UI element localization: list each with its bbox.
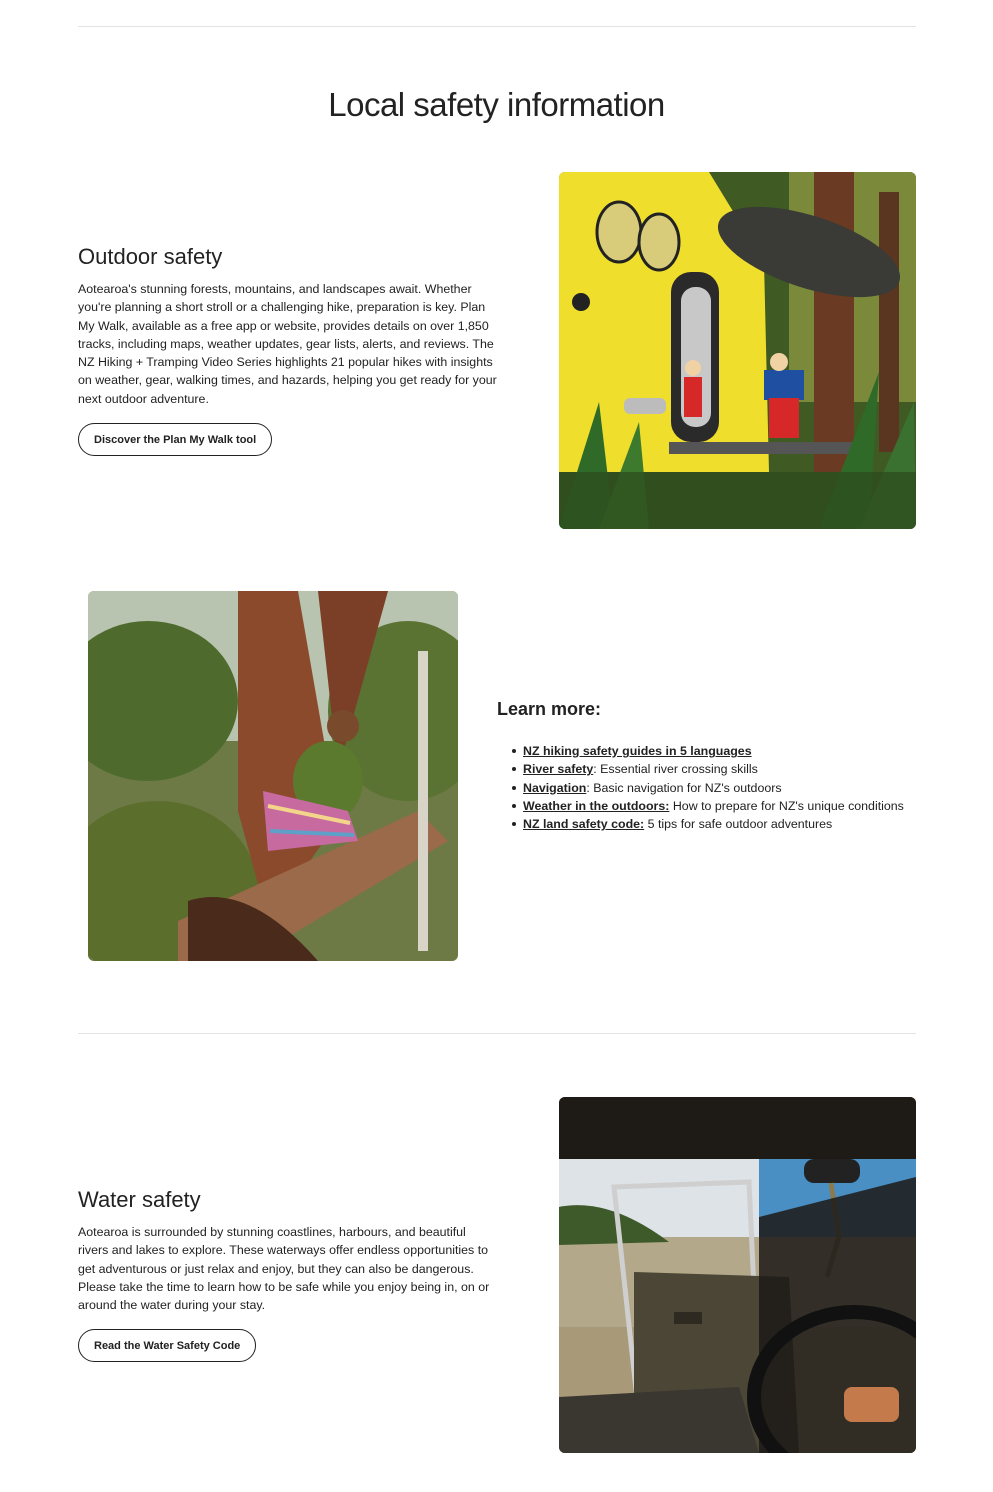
- navigation-link[interactable]: Navigation: [523, 780, 587, 795]
- outdoor-safety-heading: Outdoor safety: [78, 244, 223, 269]
- page-title: Local safety information: [328, 86, 665, 123]
- list-item: [523, 760, 923, 778]
- water-safety-heading: Water safety: [78, 1187, 201, 1212]
- list-item: [523, 742, 923, 760]
- plan-my-walk-button[interactable]: Discover the Plan My Walk tool: [78, 423, 272, 456]
- list-item: [523, 797, 923, 815]
- top-divider: [78, 26, 916, 27]
- list-item-text: How to prepare for NZ's unique conditions: [669, 798, 904, 813]
- hiking-safety-guides-link[interactable]: NZ hiking safety guides in 5 languages: [523, 744, 752, 758]
- land-safety-code-link[interactable]: NZ land safety code:: [523, 817, 645, 832]
- van-beach-photo: [559, 1097, 916, 1453]
- list-item: [523, 779, 923, 797]
- list-item-text: : Basic navigation for NZ's outdoors: [586, 780, 782, 795]
- list-item-text: : Essential river crossing skills: [593, 762, 758, 777]
- river-safety-link[interactable]: River safety: [523, 762, 594, 777]
- water-safety-text: Aotearoa is surrounded by stunning coastlines, harbours, and beautiful rivers and lakes to explore. These waterways offer endless opportunities to get adventurous or just relax and enjoy, but they can also be dangerous. Please take the time to learn how to be safe while you enjoy being in, on or around the water during your stay.: [78, 1225, 490, 1313]
- outdoor-safety-text: Aotearoa's stunning forests, mountains, and landscapes await. Whether you're planning a short stroll or a challenging hike, preparation is key. Plan My Walk, available as a free app or website, provides details on over 1,850 tracks, including maps, weather updates, gear lists, alerts, and reviews. The NZ Hiking + Tramping Video Series highlights 21 popular hikes with insights on weather, gear, walking times, and hazards, helping you get ready for your next outdoor adventure.: [78, 282, 497, 406]
- yellow-hut-photo: [559, 172, 916, 529]
- section-divider: [78, 1033, 916, 1034]
- list-item: [523, 815, 923, 833]
- learn-more-list: [523, 742, 923, 833]
- weather-outdoors-link[interactable]: Weather in the outdoors:: [523, 798, 670, 813]
- woman-in-tree-photo: [88, 591, 458, 961]
- learn-more-heading: Learn more:: [497, 699, 602, 719]
- water-safety-code-button[interactable]: Read the Water Safety Code: [78, 1329, 256, 1362]
- list-item-text: 5 tips for safe outdoor adventures: [644, 817, 833, 832]
